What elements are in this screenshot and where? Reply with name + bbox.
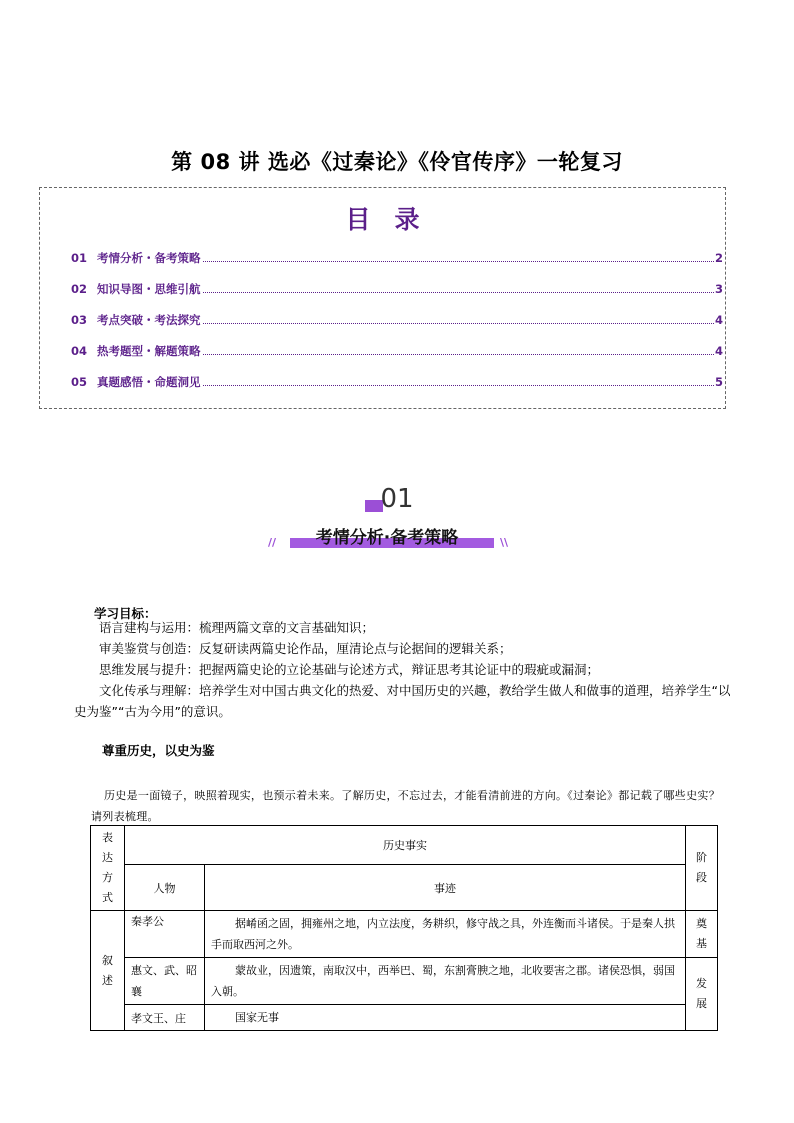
toc-leader-dots: [203, 384, 714, 386]
toc-item-page: 2: [714, 251, 723, 265]
toc-leader-dots: [203, 291, 714, 293]
table-cell-stage: 发展: [686, 958, 718, 1031]
toc-item[interactable]: [71, 374, 723, 390]
table-cell-mode: 叙述: [91, 911, 125, 1031]
table-row: [91, 1005, 718, 1031]
story-paragraph: 历史是一面镜子，映照着现实，也预示着未来。了解历史，不忘过去，才能看清前进的方向。《过秦论》都记载了哪些史实？请列表梳理。: [91, 789, 720, 823]
table-subheader-row: [91, 865, 718, 911]
toc-item-number: 01: [71, 251, 88, 265]
table-row: [91, 958, 718, 1005]
toc-item[interactable]: [71, 250, 723, 266]
table-cell-deeds: 国家无事: [205, 1005, 686, 1031]
table-header-stage: 阶段: [686, 826, 718, 911]
toc-item-page: 3: [714, 282, 723, 296]
table-of-contents: [39, 187, 726, 409]
toc-item-label: 真题感悟・命题洞见: [97, 375, 201, 389]
table-header-row: [91, 826, 718, 865]
toc-item-number: 04: [71, 344, 88, 358]
toc-item-label: 考点突破・考法探究: [97, 313, 201, 327]
table-cell-stage: 奠基: [686, 911, 718, 958]
objective-item: 思维发展与提升：把握两篇史论的立论基础与论述方式，辩证思考其论证中的瑕疵或漏洞；: [99, 662, 600, 677]
toc-heading: 目录: [345, 205, 444, 234]
banner-slash-left: //: [268, 536, 277, 549]
banner-slash-right: \\: [500, 536, 509, 549]
section-number: 01: [380, 484, 414, 514]
objectives-list: [74, 617, 734, 722]
toc-item-number: 05: [71, 375, 88, 389]
table-cell-deeds: 据崤函之固，拥雍州之地，内立法度，务耕织，修守战之具，外连衡而斗诸侯。于是秦人拱手而取西河之外。: [205, 911, 686, 958]
toc-item[interactable]: [71, 281, 723, 297]
section-banner-title: 考情分析·备考策略: [315, 528, 459, 548]
toc-leader-dots: [203, 353, 714, 355]
table-cell-person: 惠文、武、昭襄: [125, 958, 205, 1005]
toc-item-label: 知识导图・思维引航: [97, 282, 201, 296]
objective-item: 审美鉴赏与创造：反复研读两篇史论作品，厘清论点与论据间的逻辑关系；: [99, 641, 512, 656]
table-header-facts: 历史事实: [125, 826, 686, 865]
toc-leader-dots: [203, 260, 714, 262]
toc-item-page: 4: [714, 313, 723, 327]
toc-item-page: 5: [714, 375, 723, 389]
table-cell-person: 秦孝公: [125, 911, 205, 958]
toc-item-label: 考情分析・备考策略: [97, 251, 201, 265]
table-header-deeds: 事迹: [205, 865, 686, 911]
objective-item: 语言建构与运用：梳理两篇文章的文言基础知识；: [99, 620, 375, 635]
toc-item[interactable]: [71, 343, 723, 359]
toc-item-page: 4: [714, 344, 723, 358]
toc-item-number: 02: [71, 282, 88, 296]
objectives-heading: 学习目标：: [94, 606, 157, 621]
toc-item[interactable]: [71, 312, 723, 328]
subheading: 尊重历史，以史为鉴: [102, 743, 215, 758]
section-banner: [280, 520, 494, 550]
table-row: [91, 911, 718, 958]
history-table: [90, 825, 718, 1031]
toc-item-number: 03: [71, 313, 88, 327]
table-header-mode: 表达方式: [91, 826, 125, 911]
objective-item: 文化传承与理解：培养学生对中国古典文化的热爱、对中国历史的兴趣，教给学生做人和做事的道理，培养学生“以史为鉴”“古为今用”的意识。: [74, 683, 731, 719]
table-header-person: 人物: [125, 865, 205, 911]
table-cell-deeds: 蒙故业，因遗策，南取汉中，西举巴、蜀，东割膏腴之地，北收要害之郡。诸侯恐惧，弱国入朝。: [205, 958, 686, 1005]
table-cell-person: 孝文王、庄: [125, 1005, 205, 1031]
toc-leader-dots: [203, 322, 714, 324]
document-title: 第 08 讲 选必《过秦论》《伶官传序》一轮复习: [171, 150, 623, 174]
toc-item-label: 热考题型・解题策略: [97, 344, 201, 358]
